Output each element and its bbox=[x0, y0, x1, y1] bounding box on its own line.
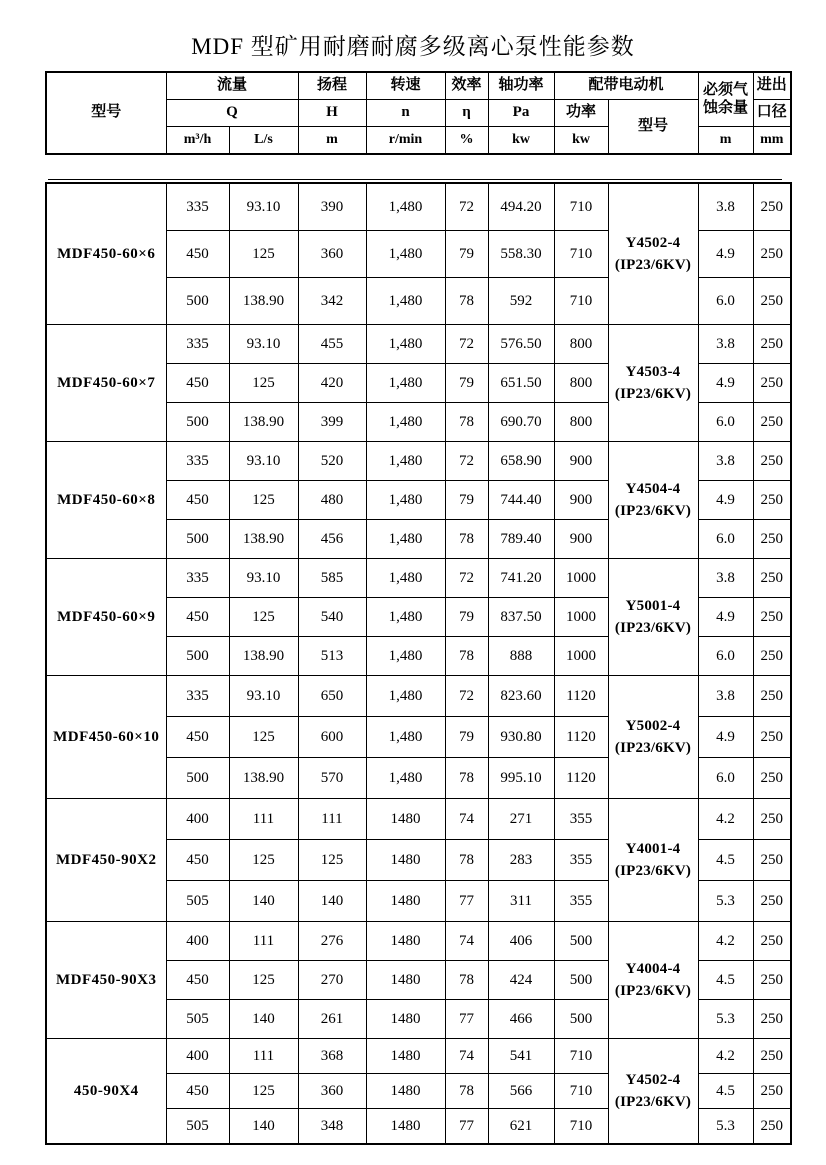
unit-npsh: m bbox=[698, 127, 753, 155]
cell-flow-m3h: 335 bbox=[166, 559, 229, 598]
cell-motor-power: 710 bbox=[554, 1109, 608, 1145]
cell-speed: 1,480 bbox=[366, 183, 445, 231]
cell-port-diameter: 250 bbox=[753, 278, 791, 325]
cell-efficiency: 78 bbox=[445, 758, 488, 799]
col-header-speed: 转速 bbox=[366, 72, 445, 100]
cell-head: 125 bbox=[298, 840, 366, 881]
cell-flow-ls: 138.90 bbox=[229, 637, 298, 676]
cell-shaft-power: 995.10 bbox=[488, 758, 554, 799]
cell-efficiency: 79 bbox=[445, 717, 488, 758]
cell-efficiency: 79 bbox=[445, 364, 488, 403]
unit-motor-power: kw bbox=[554, 127, 608, 155]
cell-speed: 1,480 bbox=[366, 364, 445, 403]
cell-npsh: 4.9 bbox=[698, 364, 753, 403]
cell-flow-m3h: 450 bbox=[166, 231, 229, 278]
cell-flow-ls: 138.90 bbox=[229, 520, 298, 559]
motor-model: Y4001-4 bbox=[625, 840, 681, 857]
table-row bbox=[46, 1039, 791, 1074]
cell-head: 368 bbox=[298, 1039, 366, 1074]
cell-flow-m3h: 505 bbox=[166, 1000, 229, 1039]
motor-model: Y5001-4 bbox=[625, 597, 681, 614]
cell-efficiency: 74 bbox=[445, 799, 488, 840]
cell-port-diameter: 250 bbox=[753, 1109, 791, 1145]
cell-motor-power: 500 bbox=[554, 1000, 608, 1039]
symbol-shaft-power: Pa bbox=[488, 100, 554, 127]
cell-port-diameter: 250 bbox=[753, 676, 791, 717]
cell-flow-m3h: 400 bbox=[166, 922, 229, 961]
cell-head: 570 bbox=[298, 758, 366, 799]
cell-speed: 1,480 bbox=[366, 598, 445, 637]
col-header-motor: 配带电动机 bbox=[554, 72, 698, 100]
cell-head: 600 bbox=[298, 717, 366, 758]
cell-speed: 1,480 bbox=[366, 231, 445, 278]
motor-model: Y4004-4 bbox=[625, 960, 681, 977]
cell-speed: 1,480 bbox=[366, 559, 445, 598]
motor-model-cell bbox=[608, 183, 698, 325]
cell-flow-m3h: 400 bbox=[166, 1039, 229, 1074]
cell-npsh: 4.5 bbox=[698, 961, 753, 1000]
cell-shaft-power: 741.20 bbox=[488, 559, 554, 598]
cell-motor-power: 900 bbox=[554, 481, 608, 520]
header-body-gap bbox=[0, 155, 826, 179]
cell-flow-ls: 140 bbox=[229, 1109, 298, 1145]
cell-npsh: 3.8 bbox=[698, 676, 753, 717]
cell-shaft-power: 621 bbox=[488, 1109, 554, 1145]
col-header-head: 扬程 bbox=[298, 72, 366, 100]
cell-npsh: 4.5 bbox=[698, 840, 753, 881]
cell-flow-ls: 93.10 bbox=[229, 676, 298, 717]
cell-head: 261 bbox=[298, 1000, 366, 1039]
cell-head: 276 bbox=[298, 922, 366, 961]
cell-head: 456 bbox=[298, 520, 366, 559]
cell-npsh: 5.3 bbox=[698, 1109, 753, 1145]
cell-head: 540 bbox=[298, 598, 366, 637]
cell-motor-power: 800 bbox=[554, 364, 608, 403]
col-header-efficiency: 效率 bbox=[445, 72, 488, 100]
cell-port-diameter: 250 bbox=[753, 637, 791, 676]
cell-port-diameter: 250 bbox=[753, 840, 791, 881]
cell-speed: 1,480 bbox=[366, 278, 445, 325]
cell-shaft-power: 690.70 bbox=[488, 403, 554, 442]
pump-model-cell: 450-90X4 bbox=[46, 1039, 166, 1145]
cell-flow-m3h: 450 bbox=[166, 961, 229, 1000]
cell-speed: 1,480 bbox=[366, 442, 445, 481]
cell-head: 342 bbox=[298, 278, 366, 325]
cell-head: 270 bbox=[298, 961, 366, 1000]
table-row bbox=[46, 799, 791, 840]
pump-model-cell: MDF450-90X2 bbox=[46, 799, 166, 922]
cell-speed: 1480 bbox=[366, 961, 445, 1000]
cell-port-diameter: 250 bbox=[753, 758, 791, 799]
cell-motor-power: 800 bbox=[554, 403, 608, 442]
cell-head: 390 bbox=[298, 183, 366, 231]
cell-shaft-power: 744.40 bbox=[488, 481, 554, 520]
cell-efficiency: 72 bbox=[445, 442, 488, 481]
pump-model-cell: MDF450-60×8 bbox=[46, 442, 166, 559]
cell-flow-ls: 93.10 bbox=[229, 442, 298, 481]
cell-speed: 1,480 bbox=[366, 481, 445, 520]
cell-npsh: 4.9 bbox=[698, 481, 753, 520]
cell-speed: 1480 bbox=[366, 1039, 445, 1074]
cell-port-diameter: 250 bbox=[753, 559, 791, 598]
cell-speed: 1480 bbox=[366, 881, 445, 922]
cell-flow-ls: 140 bbox=[229, 881, 298, 922]
cell-efficiency: 79 bbox=[445, 598, 488, 637]
col-header-npsh: 必须气蚀余量 bbox=[698, 72, 753, 127]
cell-flow-m3h: 500 bbox=[166, 637, 229, 676]
cell-shaft-power: 651.50 bbox=[488, 364, 554, 403]
table-row bbox=[46, 922, 791, 961]
cell-head: 399 bbox=[298, 403, 366, 442]
motor-spec: (IP23/6KV) bbox=[614, 862, 692, 879]
cell-shaft-power: 576.50 bbox=[488, 325, 554, 364]
cell-port-diameter: 250 bbox=[753, 325, 791, 364]
cell-flow-m3h: 500 bbox=[166, 520, 229, 559]
cell-shaft-power: 466 bbox=[488, 1000, 554, 1039]
cell-flow-m3h: 500 bbox=[166, 278, 229, 325]
cell-shaft-power: 541 bbox=[488, 1039, 554, 1074]
cell-shaft-power: 406 bbox=[488, 922, 554, 961]
cell-speed: 1,480 bbox=[366, 637, 445, 676]
motor-spec: (IP23/6KV) bbox=[614, 385, 692, 402]
symbol-flow: Q bbox=[166, 100, 298, 127]
cell-speed: 1480 bbox=[366, 1074, 445, 1109]
cell-flow-m3h: 335 bbox=[166, 676, 229, 717]
cell-motor-power: 1000 bbox=[554, 598, 608, 637]
cell-shaft-power: 592 bbox=[488, 278, 554, 325]
cell-motor-power: 1120 bbox=[554, 758, 608, 799]
motor-spec: (IP23/6KV) bbox=[614, 1093, 692, 1110]
cell-flow-m3h: 505 bbox=[166, 881, 229, 922]
cell-head: 480 bbox=[298, 481, 366, 520]
cell-shaft-power: 823.60 bbox=[488, 676, 554, 717]
motor-model-cell bbox=[608, 676, 698, 799]
cell-motor-power: 1120 bbox=[554, 676, 608, 717]
cell-flow-ls: 93.10 bbox=[229, 183, 298, 231]
cell-speed: 1480 bbox=[366, 799, 445, 840]
cell-port-diameter: 250 bbox=[753, 481, 791, 520]
cell-flow-m3h: 450 bbox=[166, 840, 229, 881]
cell-shaft-power: 566 bbox=[488, 1074, 554, 1109]
motor-model-cell bbox=[608, 325, 698, 442]
col-header-ports-line1: 进出 bbox=[753, 72, 791, 100]
cell-efficiency: 77 bbox=[445, 1109, 488, 1145]
cell-head: 360 bbox=[298, 231, 366, 278]
cell-motor-power: 710 bbox=[554, 1074, 608, 1109]
cell-efficiency: 78 bbox=[445, 637, 488, 676]
unit-head: m bbox=[298, 127, 366, 155]
cell-motor-power: 900 bbox=[554, 520, 608, 559]
header-table bbox=[45, 71, 792, 155]
cell-speed: 1,480 bbox=[366, 403, 445, 442]
cell-motor-power: 500 bbox=[554, 922, 608, 961]
cell-shaft-power: 424 bbox=[488, 961, 554, 1000]
cell-speed: 1,480 bbox=[366, 758, 445, 799]
motor-model: Y4502-4 bbox=[625, 1071, 681, 1088]
table-row bbox=[46, 183, 791, 231]
motor-spec: (IP23/6KV) bbox=[614, 256, 692, 273]
motor-model: Y4503-4 bbox=[625, 363, 681, 380]
cell-port-diameter: 250 bbox=[753, 717, 791, 758]
cell-npsh: 4.9 bbox=[698, 231, 753, 278]
cell-flow-ls: 125 bbox=[229, 717, 298, 758]
cell-speed: 1480 bbox=[366, 922, 445, 961]
table-row bbox=[46, 442, 791, 481]
cell-efficiency: 79 bbox=[445, 481, 488, 520]
cell-speed: 1,480 bbox=[366, 325, 445, 364]
cell-head: 140 bbox=[298, 881, 366, 922]
cell-port-diameter: 250 bbox=[753, 231, 791, 278]
col-header-ports-line2: 口径 bbox=[753, 100, 791, 127]
cell-npsh: 3.8 bbox=[698, 183, 753, 231]
unit-flow-m3h: m³/h bbox=[166, 127, 229, 155]
cell-speed: 1480 bbox=[366, 1000, 445, 1039]
cell-shaft-power: 311 bbox=[488, 881, 554, 922]
cell-port-diameter: 250 bbox=[753, 961, 791, 1000]
cell-npsh: 5.3 bbox=[698, 881, 753, 922]
cell-flow-ls: 125 bbox=[229, 961, 298, 1000]
cell-shaft-power: 888 bbox=[488, 637, 554, 676]
motor-model: Y4502-4 bbox=[625, 234, 681, 251]
cell-motor-power: 900 bbox=[554, 442, 608, 481]
cell-npsh: 4.2 bbox=[698, 799, 753, 840]
cell-motor-power: 355 bbox=[554, 881, 608, 922]
motor-model: Y5002-4 bbox=[625, 717, 681, 734]
cell-efficiency: 78 bbox=[445, 403, 488, 442]
cell-motor-power: 500 bbox=[554, 961, 608, 1000]
cell-shaft-power: 283 bbox=[488, 840, 554, 881]
cell-npsh: 6.0 bbox=[698, 637, 753, 676]
cell-port-diameter: 250 bbox=[753, 1074, 791, 1109]
cell-flow-ls: 138.90 bbox=[229, 278, 298, 325]
cell-head: 585 bbox=[298, 559, 366, 598]
cell-head: 420 bbox=[298, 364, 366, 403]
col-header-motor-model: 型号 bbox=[608, 100, 698, 155]
col-header-shaft-power: 轴功率 bbox=[488, 72, 554, 100]
cell-head: 520 bbox=[298, 442, 366, 481]
cell-motor-power: 1000 bbox=[554, 637, 608, 676]
cell-head: 360 bbox=[298, 1074, 366, 1109]
col-header-pump-model: 型号 bbox=[46, 72, 166, 154]
cell-flow-ls: 125 bbox=[229, 231, 298, 278]
cell-efficiency: 77 bbox=[445, 1000, 488, 1039]
cell-shaft-power: 271 bbox=[488, 799, 554, 840]
cell-port-diameter: 250 bbox=[753, 881, 791, 922]
header-row-1 bbox=[46, 72, 791, 100]
cell-motor-power: 1000 bbox=[554, 559, 608, 598]
double-rule-top bbox=[48, 179, 782, 180]
cell-flow-ls: 93.10 bbox=[229, 559, 298, 598]
cell-motor-power: 710 bbox=[554, 183, 608, 231]
table-row bbox=[46, 325, 791, 364]
cell-efficiency: 74 bbox=[445, 1039, 488, 1074]
motor-model-cell bbox=[608, 799, 698, 922]
motor-spec: (IP23/6KV) bbox=[614, 982, 692, 999]
cell-flow-m3h: 450 bbox=[166, 1074, 229, 1109]
cell-npsh: 4.9 bbox=[698, 598, 753, 637]
pump-model-cell: MDF450-60×10 bbox=[46, 676, 166, 799]
cell-efficiency: 72 bbox=[445, 183, 488, 231]
cell-efficiency: 78 bbox=[445, 278, 488, 325]
cell-shaft-power: 930.80 bbox=[488, 717, 554, 758]
cell-port-diameter: 250 bbox=[753, 364, 791, 403]
cell-flow-m3h: 450 bbox=[166, 598, 229, 637]
symbol-speed: n bbox=[366, 100, 445, 127]
cell-efficiency: 78 bbox=[445, 1074, 488, 1109]
cell-flow-m3h: 450 bbox=[166, 364, 229, 403]
cell-efficiency: 79 bbox=[445, 231, 488, 278]
cell-flow-m3h: 400 bbox=[166, 799, 229, 840]
cell-motor-power: 710 bbox=[554, 231, 608, 278]
unit-shaft-power: kw bbox=[488, 127, 554, 155]
pump-model-cell: MDF450-90X3 bbox=[46, 922, 166, 1039]
cell-motor-power: 710 bbox=[554, 278, 608, 325]
motor-model-cell bbox=[608, 442, 698, 559]
motor-model: Y4504-4 bbox=[625, 480, 681, 497]
cell-port-diameter: 250 bbox=[753, 403, 791, 442]
motor-spec: (IP23/6KV) bbox=[614, 739, 692, 756]
cell-efficiency: 72 bbox=[445, 559, 488, 598]
cell-npsh: 4.5 bbox=[698, 1074, 753, 1109]
cell-npsh: 6.0 bbox=[698, 758, 753, 799]
cell-flow-ls: 125 bbox=[229, 364, 298, 403]
page-title: MDF 型矿用耐磨耐腐多级离心泵性能参数 bbox=[191, 34, 635, 59]
cell-port-diameter: 250 bbox=[753, 442, 791, 481]
cell-npsh: 6.0 bbox=[698, 520, 753, 559]
cell-flow-ls: 140 bbox=[229, 1000, 298, 1039]
pump-model-cell: MDF450-60×9 bbox=[46, 559, 166, 676]
cell-speed: 1,480 bbox=[366, 717, 445, 758]
cell-port-diameter: 250 bbox=[753, 1000, 791, 1039]
cell-efficiency: 77 bbox=[445, 881, 488, 922]
cell-flow-ls: 125 bbox=[229, 598, 298, 637]
cell-flow-ls: 138.90 bbox=[229, 403, 298, 442]
cell-motor-power: 800 bbox=[554, 325, 608, 364]
data-table bbox=[45, 182, 792, 1145]
cell-port-diameter: 250 bbox=[753, 922, 791, 961]
symbol-efficiency: η bbox=[445, 100, 488, 127]
cell-head: 513 bbox=[298, 637, 366, 676]
cell-efficiency: 72 bbox=[445, 676, 488, 717]
pump-model-cell: MDF450-60×6 bbox=[46, 183, 166, 325]
cell-npsh: 3.8 bbox=[698, 559, 753, 598]
motor-spec: (IP23/6KV) bbox=[614, 502, 692, 519]
symbol-head: H bbox=[298, 100, 366, 127]
cell-port-diameter: 250 bbox=[753, 183, 791, 231]
cell-motor-power: 355 bbox=[554, 799, 608, 840]
unit-efficiency: % bbox=[445, 127, 488, 155]
cell-port-diameter: 250 bbox=[753, 1039, 791, 1074]
cell-flow-m3h: 335 bbox=[166, 183, 229, 231]
cell-shaft-power: 789.40 bbox=[488, 520, 554, 559]
cell-npsh: 4.2 bbox=[698, 922, 753, 961]
cell-npsh: 4.2 bbox=[698, 1039, 753, 1074]
cell-flow-ls: 111 bbox=[229, 922, 298, 961]
cell-flow-ls: 125 bbox=[229, 481, 298, 520]
cell-speed: 1480 bbox=[366, 840, 445, 881]
cell-npsh: 3.8 bbox=[698, 442, 753, 481]
cell-npsh: 4.9 bbox=[698, 717, 753, 758]
cell-flow-m3h: 450 bbox=[166, 717, 229, 758]
cell-efficiency: 78 bbox=[445, 840, 488, 881]
cell-shaft-power: 558.30 bbox=[488, 231, 554, 278]
cell-flow-m3h: 335 bbox=[166, 442, 229, 481]
cell-npsh: 3.8 bbox=[698, 325, 753, 364]
cell-flow-ls: 93.10 bbox=[229, 325, 298, 364]
cell-flow-m3h: 500 bbox=[166, 758, 229, 799]
table-row bbox=[46, 676, 791, 717]
unit-ports: mm bbox=[753, 127, 791, 155]
cell-flow-ls: 125 bbox=[229, 840, 298, 881]
cell-motor-power: 710 bbox=[554, 1039, 608, 1074]
cell-head: 111 bbox=[298, 799, 366, 840]
pump-model-cell: MDF450-60×7 bbox=[46, 325, 166, 442]
cell-shaft-power: 494.20 bbox=[488, 183, 554, 231]
cell-shaft-power: 837.50 bbox=[488, 598, 554, 637]
cell-efficiency: 72 bbox=[445, 325, 488, 364]
cell-npsh: 6.0 bbox=[698, 403, 753, 442]
cell-efficiency: 78 bbox=[445, 520, 488, 559]
col-header-flow: 流量 bbox=[166, 72, 298, 100]
cell-flow-m3h: 450 bbox=[166, 481, 229, 520]
cell-motor-power: 1120 bbox=[554, 717, 608, 758]
cell-npsh: 5.3 bbox=[698, 1000, 753, 1039]
cell-npsh: 6.0 bbox=[698, 278, 753, 325]
motor-model-cell bbox=[608, 1039, 698, 1145]
cell-head: 455 bbox=[298, 325, 366, 364]
cell-port-diameter: 250 bbox=[753, 520, 791, 559]
cell-efficiency: 78 bbox=[445, 961, 488, 1000]
cell-flow-ls: 125 bbox=[229, 1074, 298, 1109]
motor-spec: (IP23/6KV) bbox=[614, 619, 692, 636]
cell-flow-m3h: 505 bbox=[166, 1109, 229, 1145]
cell-flow-ls: 138.90 bbox=[229, 758, 298, 799]
cell-speed: 1,480 bbox=[366, 676, 445, 717]
unit-speed: r/min bbox=[366, 127, 445, 155]
cell-motor-power: 355 bbox=[554, 840, 608, 881]
cell-port-diameter: 250 bbox=[753, 799, 791, 840]
cell-efficiency: 74 bbox=[445, 922, 488, 961]
cell-flow-ls: 111 bbox=[229, 1039, 298, 1074]
table-row bbox=[46, 559, 791, 598]
cell-port-diameter: 250 bbox=[753, 598, 791, 637]
col-header-motor-power: 功率 bbox=[554, 100, 608, 127]
cell-shaft-power: 658.90 bbox=[488, 442, 554, 481]
cell-head: 348 bbox=[298, 1109, 366, 1145]
cell-speed: 1480 bbox=[366, 1109, 445, 1145]
cell-flow-m3h: 335 bbox=[166, 325, 229, 364]
cell-head: 650 bbox=[298, 676, 366, 717]
unit-flow-ls: L/s bbox=[229, 127, 298, 155]
motor-model-cell bbox=[608, 922, 698, 1039]
motor-model-cell bbox=[608, 559, 698, 676]
cell-flow-ls: 111 bbox=[229, 799, 298, 840]
cell-flow-m3h: 500 bbox=[166, 403, 229, 442]
cell-speed: 1,480 bbox=[366, 520, 445, 559]
